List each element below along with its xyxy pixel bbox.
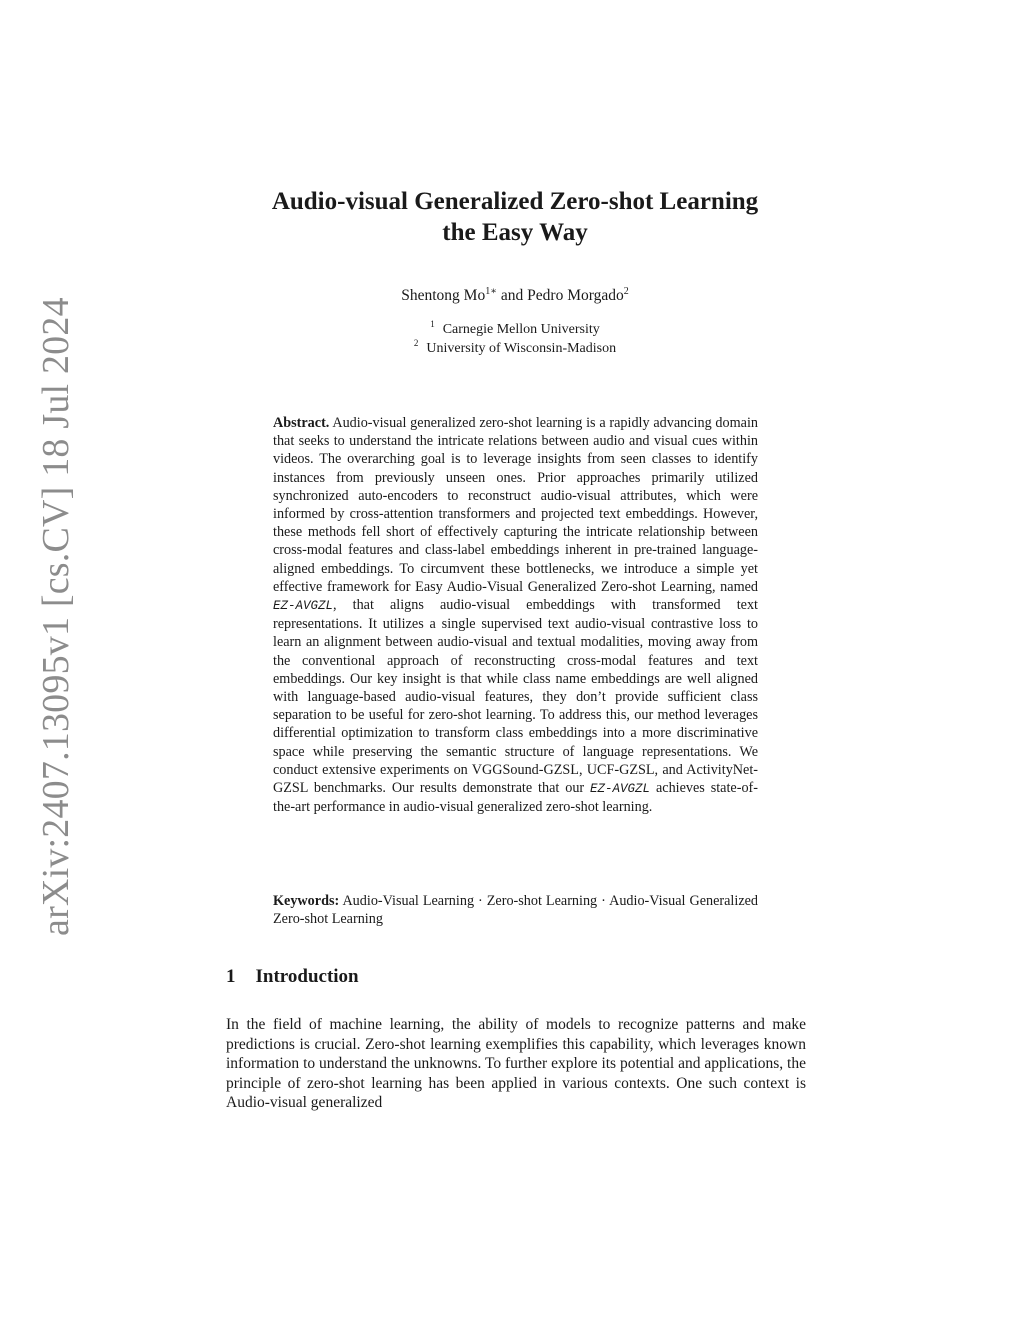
keywords-label: Keywords: [273, 893, 340, 909]
affiliation-list [200, 320, 830, 358]
method-name: EZ-AVGZL [590, 782, 651, 797]
affiliation-name: Carnegie Mellon University [442, 322, 600, 337]
title-line-1: Audio-visual Generalized Zero-shot Learning [271, 188, 759, 215]
author-name-2: Pedro Morgado [527, 287, 624, 304]
abstract-block [273, 414, 758, 816]
keywords-text: Audio-Visual Learning · Zero-shot Learning · Audio-Visual Generalized Zero-shot Learning [273, 893, 759, 928]
abstract-text-part-1: Audio-visual generalized zero-shot learning is a rapidly advancing domain that seeks to understand the intricate relations between audio and visual cues within videos. The overarching goal is to leverage insights from seen classes to identify instances from previously unseen ones. Prior approaches primarily utilized synchronized auto-encoders to reconstruct audio-visual attributes, which were informed by cross-attention transformers and projected text embeddings. However, these methods fell short of effectively capturing the intricate relationship between cross-modal features and class-label embeddings inherent in pre-trained language-aligned embeddings. To circumvent these bottlenecks, we introduce a simple yet effective framework for Easy Audio-Visual Generalized Zero-shot Learning, named [273, 415, 758, 595]
author-2-affiliation-mark: 2 [623, 285, 629, 297]
abstract-label: Abstract. [273, 415, 330, 431]
abstract-text-part-3: achieves state-of-the-art performance in audio-visual generalized zero-shot learning. [273, 780, 758, 816]
section-heading [226, 965, 359, 989]
arxiv-identifier-stamp: arXiv:2407.13095v1 [cs.CV] 18 Jul 2024 [35, 297, 77, 936]
paper-title [200, 186, 830, 248]
affiliation-item [200, 339, 830, 358]
author-list [200, 286, 830, 306]
keywords-block [273, 892, 758, 928]
abstract-text-part-2: , that aligns audio-visual embeddings with transformed text representations. It utilizes a single supervised text audio-visual contrastive loss to learn an alignment between audio-visual and textual modalities, moving away from the conventional approach of reconstructing cross-modal features and text embeddings. Our key insight is that while class name embeddings are well aligned with language-based audio-visual features, they don’t provide sufficient class separation to be useful for zero-shot learning. To address this, our method leverages differential optimization to transform class embeddings into a more discriminative space while preserving the semantic structure of language representations. We conduct extensive experiments on VGGSound-GZSL, UCF-GZSL, and ActivityNet-GZSL benchmarks. Our results demonstrate that our [273, 597, 758, 797]
introduction-paragraph: In the field of machine learning, the ability of models to recognize patterns and make predictions is crucial. Zero-shot learning exemplifies this capability, which leverages known information to understand the unknowns. To further explore its potential and applications, the principle of zero-shot learning has been applied in various contexts. One such context is Audio-visual generalized [226, 1016, 806, 1112]
method-name: EZ-AVGZL [273, 599, 334, 614]
affiliation-mark: 1 [430, 319, 435, 330]
section-number: 1 [226, 966, 236, 987]
section-title: Introduction [255, 966, 359, 987]
affiliation-mark: 2 [413, 338, 419, 349]
affiliation-name: University of Wisconsin-Madison [426, 341, 617, 356]
title-line-2: the Easy Way [442, 219, 588, 246]
affiliation-item [200, 320, 830, 339]
author-1-affiliation-mark: 1∗ [485, 285, 498, 297]
author-name-1: Shentong Mo [401, 287, 486, 304]
author-conjunction: and [497, 287, 528, 304]
